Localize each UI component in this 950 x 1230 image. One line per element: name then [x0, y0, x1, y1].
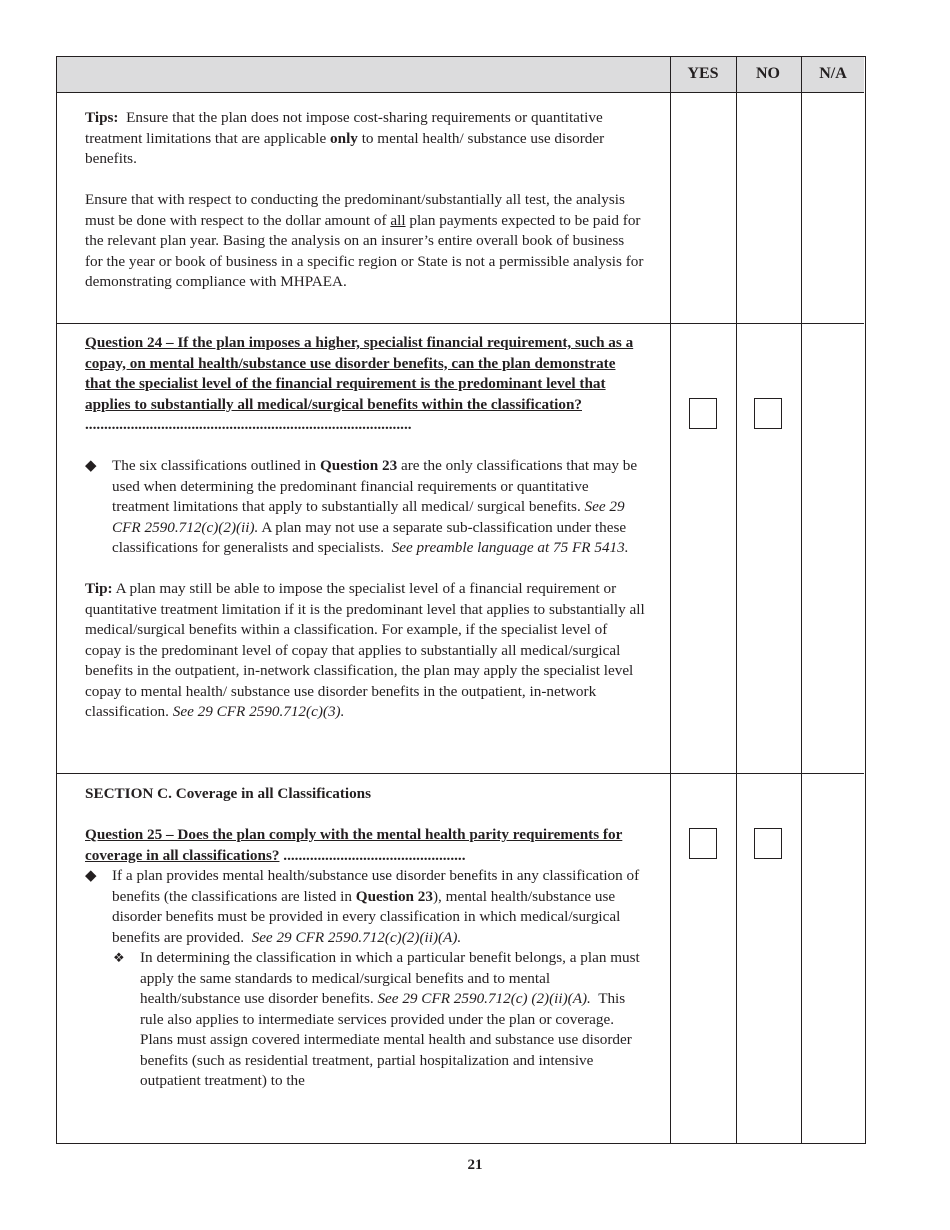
- tips-row: [85, 108, 645, 293]
- na-column-header: N/A: [819, 65, 847, 82]
- yes-column-header: YES: [687, 65, 719, 82]
- list-item: ◆ The six classifications outlined in Question 23 are the only classifications that may be used when determining the predominant financial requirements or quantitative treatment limitations that apply to substantially all medical/ surgical benefits. See 29 CFR 2590.712(c)(2)(ii). A plan may not use a separate sub-classification under these classifications for generalists and specialists. See preamble language at 75 FR 5413.: [85, 457, 638, 556]
- page-number: 21: [467, 1157, 483, 1173]
- tip-paragraph: Tip: A plan may still be able to impose the specialist level of a financial requirement or quantitative treatment limitation if it is the predominant level that applies to substantially all medical/surgical benefits within a classification. For example, if the specialist level of copay is the predominant level of copay that applies to substantially all medical/surgical benefits in the outpatient, in-network classification, the plan may apply the specialist level copay to mental health/ substance use disorder benefits in the outpatient, in-network classification. See 29 CFR 2590.712(c)(3).: [85, 580, 645, 720]
- question-24-text: Question 24 – If the plan imposes a higher, specialist financial requirement, such as a copay, on mental health/substance use disorder benefits, can the plan demonstrate that the specialist level of the financial requirement is the predominant level that applies to substantially all medical/surgical benefits within the classification? ......................................................................................: [85, 334, 634, 433]
- tips-paragraph: Tips: Ensure that the plan does not impose cost-sharing requirements or quantitative treatment limitations that are applicable only to mental health/ substance use disorder benefits.: [85, 109, 605, 167]
- column-divider: [801, 57, 802, 1143]
- diamond-bullet-icon: ◆: [85, 458, 97, 474]
- list-item: ❖ In determining the classification in which a particular benefit belongs, a plan must apply the same standards to medical/surgical benefits and to mental health/substance use disorder benefits. See 29 CFR 2590.712(c) (2)(ii)(A). This rule also applies to intermediate services provided under the plan or coverage. Plans must assign covered intermediate mental health and substance use disorder benefits (such as residential treatment, partial hospitalization and intensive outpatient treatment) to the: [113, 949, 640, 1089]
- question-25-text: Question 25 – Does the plan comply with the mental health parity requirements for coverage in all classifications? ................................................: [85, 826, 623, 864]
- column-divider: [736, 57, 737, 1143]
- no-column-header: NO: [756, 65, 780, 82]
- list-item: ◆ If a plan provides mental health/substance use disorder benefits in any classification of benefits (the classifications are listed in Question 23), mental health/substance use disorder benefits must be provided in every classification in which medical/surgical benefits are provided. See 29 CFR 2590.712(c)(2)(ii)(A).: [85, 867, 640, 946]
- question-24-row: [85, 333, 645, 723]
- q24-yes-checkbox[interactable]: [689, 398, 717, 429]
- diamond-cluster-bullet-icon: ❖: [113, 950, 125, 965]
- row-divider: [57, 323, 864, 324]
- book-of-business-paragraph: Ensure that with respect to conducting the predominant/substantially all test, the analysis must be done with respect to the dollar amount of all plan payments expected to be paid for the relevant plan year. Basing the analysis on an insurer’s entire overall book of business for the year or book of business in a specific region or State is not a permissible analysis for demonstrating compliance with MHPAEA.: [85, 191, 644, 290]
- q24-no-checkbox[interactable]: [754, 398, 782, 429]
- table-header: [57, 57, 864, 93]
- section-c-title: SECTION C. Coverage in all Classifications: [85, 785, 372, 802]
- checklist-table: [56, 56, 866, 1144]
- column-divider: [670, 57, 671, 1143]
- row-divider: [57, 773, 864, 774]
- q25-yes-checkbox[interactable]: [689, 828, 717, 859]
- q25-no-checkbox[interactable]: [754, 828, 782, 859]
- diamond-bullet-icon: ◆: [85, 868, 97, 884]
- question-25-row: [85, 784, 645, 1092]
